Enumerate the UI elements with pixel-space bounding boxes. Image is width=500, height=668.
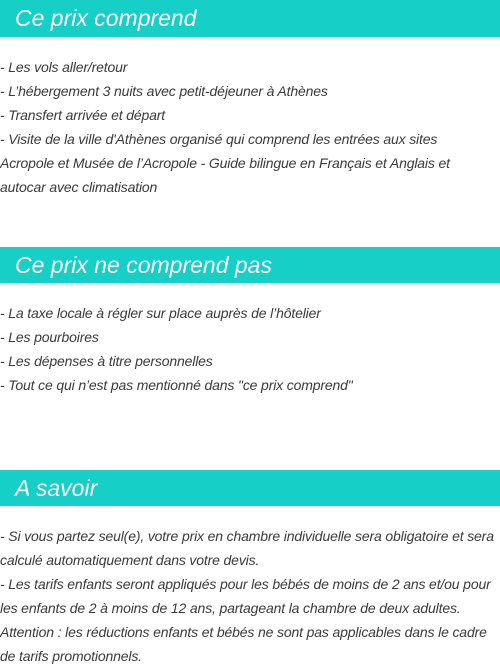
section-title-not-included: Ce prix ne comprend pas (0, 247, 500, 283)
section-included (0, 0, 500, 199)
list-item: - Les dépenses à titre personnelles (0, 353, 213, 369)
list-item: - L’hébergement 3 nuits avec petit-déjeuner à Athènes (0, 83, 328, 99)
section-title-good-to-know: A savoir (0, 470, 500, 506)
good-to-know-list (0, 524, 500, 668)
section-title-included: Ce prix comprend (0, 0, 500, 37)
list-item: - Les pourboires (0, 329, 99, 345)
list-item: - Les tarifs enfants seront appliqués pour les bébés de moins de 2 ans et/ou pour les enfants de 2 à moins de 12 ans, partageant la chambre de deux adultes. (0, 576, 491, 616)
included-list (0, 55, 500, 199)
section-good-to-know (0, 470, 500, 668)
section-not-included (0, 247, 500, 397)
list-item: - Transfert arrivée et départ (0, 107, 166, 123)
list-item: Attention : les réductions enfants et bébés ne sont pas applicables dans le cadre de tarifs promotionnels. (0, 624, 487, 664)
list-item: - La taxe locale à régler sur place auprès de l’hôtelier (0, 305, 321, 321)
list-item: - Si vous partez seul(e), votre prix en chambre individuelle sera obligatoire et sera calculé automatiquement dans votre devis. (0, 528, 494, 568)
list-item: - Visite de la ville d'Athènes organisé qui comprend les entrées aux sites Acropole et Musée de l’Acropole - Guide bilingue en Français et Anglais et autocar avec climatisation (0, 131, 450, 195)
not-included-list (0, 301, 500, 397)
list-item: - Les vols aller/retour (0, 59, 128, 75)
list-item: - Tout ce qui n’est pas mentionné dans "ce prix comprend" (0, 377, 353, 393)
